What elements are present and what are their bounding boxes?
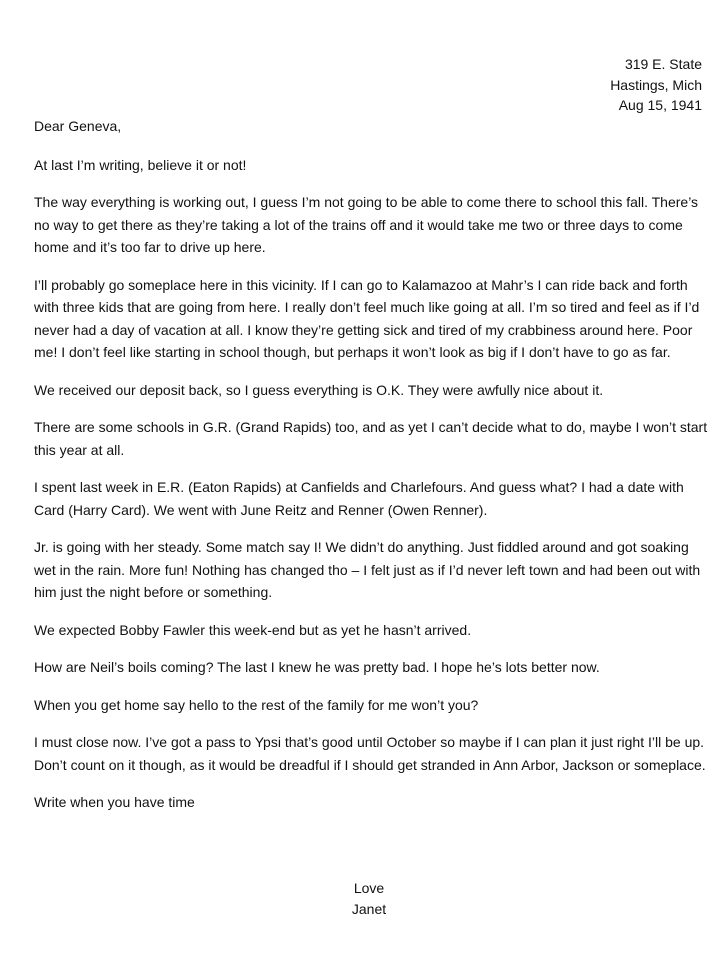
paragraph-eaton-rapids: I spent last week in E.R. (Eaton Rapids) at Canfields and Charlefours. And guess what? I had a date with Card (Harry Card). We went with June Reitz and Renner (Owen Renner). [34,479,684,518]
paragraph-family: When you get home say hello to the rest of the family for me won’t you? [34,696,479,713]
paragraph-deposit: We received our deposit back, so I guess everything is O.K. They were awfully nice about it. [34,381,604,398]
sender-address [610,54,702,116]
paragraph-date: Jr. is going with her steady. Some match say I! We didn’t do anything. Just fiddled around and got soaking wet in the rain. More fun! Nothing has changed tho – I felt just as if I’d never left town and had been out with him just the night before or something. [34,539,701,600]
letter-date: Aug 15, 1941 [618,97,702,113]
paragraph-neil: How are Neil’s boils coming? The last I knew he was pretty bad. I hope he’s lots better now. [34,659,600,675]
paragraph-write: Write when you have time [34,794,195,810]
paragraph-grand-rapids: There are some schools in G.R. (Grand Rapids) too, and as yet I can’t decide what to do, maybe I won’t start this year at all. [34,419,708,458]
paragraph-closing: I must close now. I’ve got a pass to Ypsi that’s good until October so maybe if I can plan it just right I’ll be up. Don’t count on it though, as it would be dreadful if I should get stranded in Ann Arbor, Jackson or someplace. [34,734,706,773]
signature-name: Janet [351,900,387,917]
paragraph-bobby: We expected Bobby Fawler this week-end but as yet he hasn’t arrived. [34,621,472,638]
salutation: Dear Geneva, [34,118,122,134]
closing-word: Love [353,880,385,896]
address-city: Hastings, Mich [610,76,702,93]
address-street: 319 E. State [624,56,702,72]
letter-body [34,115,710,829]
paragraph-school: The way everything is working out, I guess I’m not going to be able to come there to school this fall. There’s no way to get there as they’re taking a lot of the trains off and it would take me two or three days to come home and it’s too far to drive up here. [34,194,699,255]
signoff [0,878,720,919]
paragraph-vicinity: I’ll probably go someplace here in this vicinity. If I can go to Kalamazoo at Mahr’s I can ride back and forth with three kids that are going from here. I really don’t feel much like going at all. I’m so tired and feel as if I’d never had a day of vacation at all. I know they’re getting sick and tired of my crabbiness around here. Poor me! I don’t feel like starting in school though, but perhaps it won’t look as big if I don’t have to go as far. [34,276,700,360]
paragraph-intro: At last I’m writing, believe it or not! [34,156,247,173]
